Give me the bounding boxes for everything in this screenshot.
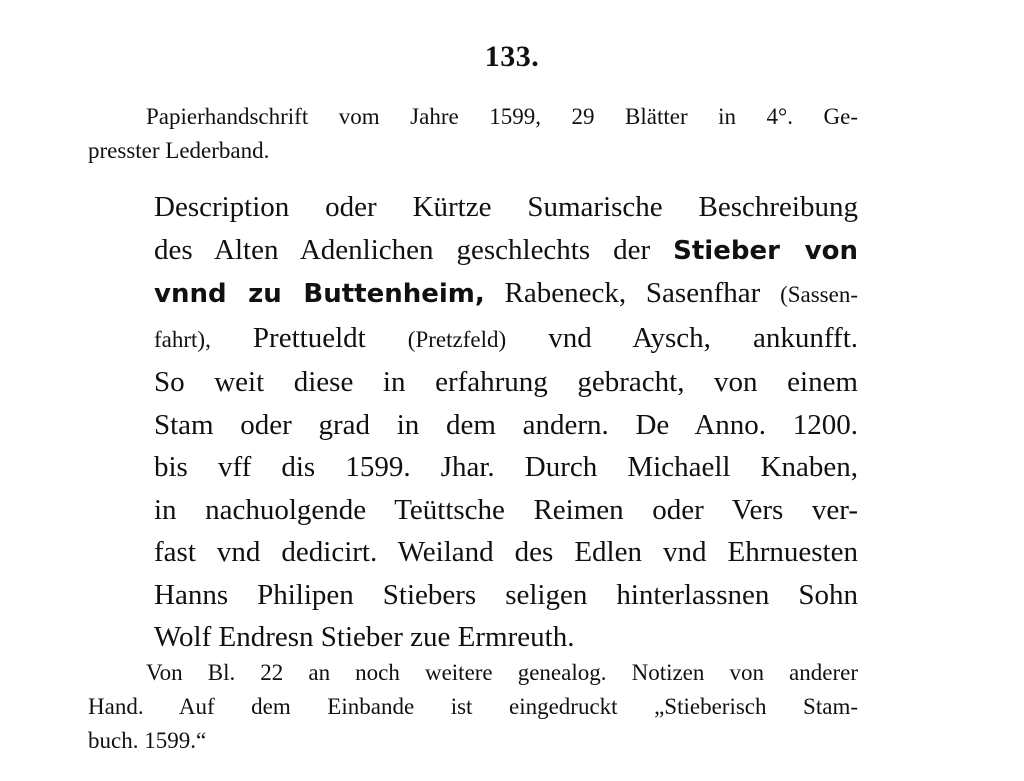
title-text: Stam oder grad in dem andern. De Anno. 1200. — [154, 408, 858, 441]
title-small-text: (Pretzfeld) — [407, 326, 507, 352]
title-line — [154, 531, 858, 574]
title-small-text: fahrt), — [154, 326, 211, 352]
title-bold-text: Stieber von — [673, 235, 859, 266]
title-text: Rabeneck, Sasenfhar — [484, 277, 781, 309]
title-line — [154, 574, 858, 617]
manuscript-description — [88, 100, 858, 168]
title-small-text: (Sassen- — [780, 282, 858, 307]
title-line — [154, 446, 858, 489]
note-line — [88, 690, 858, 724]
note-text: buch. 1599.“ — [88, 728, 207, 753]
title-text: Prettueldt — [210, 321, 408, 354]
title-line — [154, 361, 858, 404]
description-line — [88, 100, 858, 134]
title-line — [154, 229, 858, 273]
title-line — [154, 186, 858, 229]
title-line — [154, 616, 858, 659]
note-text: Hand. Auf dem Einbande ist eingedruckt „Stieberisch Stam- — [88, 694, 858, 719]
note-line — [88, 656, 858, 690]
description-line — [88, 134, 858, 168]
note-line — [88, 724, 858, 758]
manuscript-title — [154, 186, 858, 659]
title-line — [154, 272, 858, 317]
provenance-note — [88, 656, 858, 758]
title-line — [154, 489, 858, 532]
title-text: Description oder Kürtze Sumarische Beschreibung — [154, 191, 858, 223]
title-text: bis vff dis 1599. Jhar. Durch Michaell Knaben, — [154, 451, 858, 483]
title-text: Hanns Philipen Stiebers seligen hinterlassnen Sohn — [154, 578, 858, 611]
title-bold-text: vnnd zu Buttenheim, — [154, 279, 485, 309]
title-text: vnd Aysch, ankunfft. — [506, 321, 858, 354]
title-text: fast vnd dedicirt. Weiland des Edlen vnd Ehrnuesten — [154, 536, 858, 568]
title-text: in nachuolgende Teüttsche Reimen oder Vers ver- — [154, 493, 858, 526]
title-text: des Alten Adenlichen geschlechts der — [154, 233, 674, 266]
title-text: So weit diese in erfahrung gebracht, von einem — [154, 366, 858, 398]
description-text: presster Lederband. — [88, 138, 270, 163]
note-text: Von Bl. 22 an noch weitere genealog. Notizen von anderer — [146, 660, 858, 685]
description-text: Papierhandschrift vom Jahre 1599, 29 Blätter in 4°. Ge- — [146, 104, 858, 129]
title-text: Wolf Endresn Stieber zue Ermreuth. — [154, 621, 575, 653]
title-line — [154, 404, 858, 447]
page-number: 133. — [484, 40, 540, 73]
title-line — [154, 317, 858, 362]
